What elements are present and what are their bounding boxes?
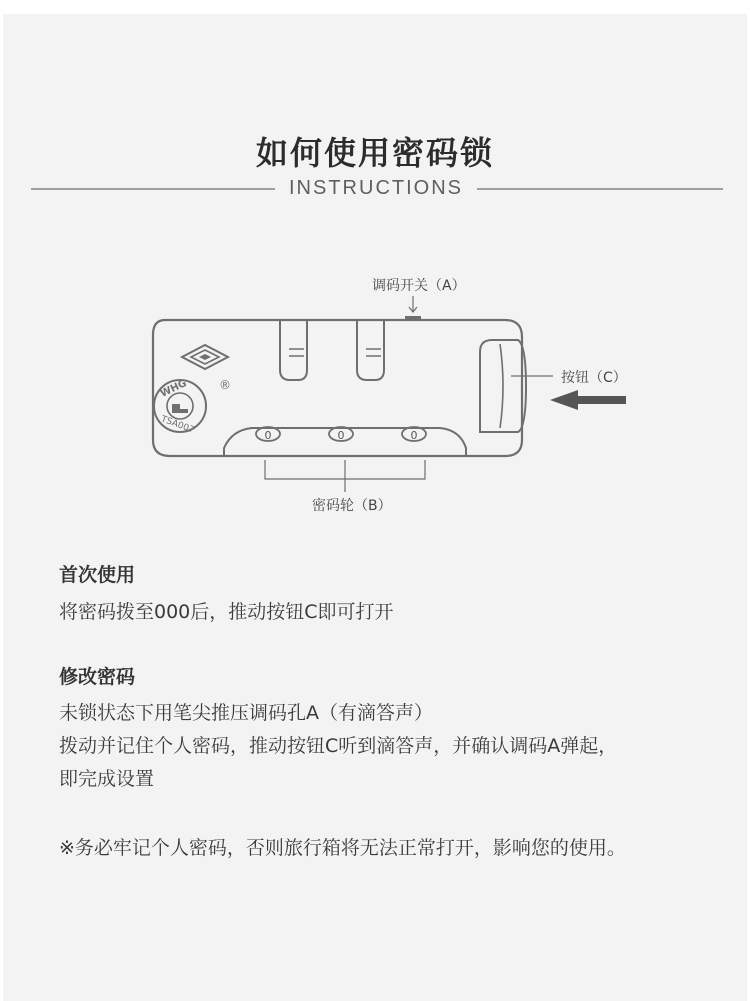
label-button-c: 按钮（C） <box>561 370 627 386</box>
first-use-section <box>59 560 394 624</box>
label-code-wheels-b: 密码轮（B） <box>312 498 392 514</box>
code-wheel-2 <box>329 427 353 442</box>
svg-text:®: ® <box>219 378 231 392</box>
code-wheel-1 <box>256 427 280 442</box>
change-code-section <box>59 662 617 796</box>
slot-left <box>280 320 307 380</box>
code-wheel-3 <box>402 427 426 442</box>
lock-diagram <box>140 268 640 528</box>
wheel-well <box>224 428 466 456</box>
brand-diamond-icon <box>182 345 228 369</box>
divider-right <box>477 188 723 190</box>
svg-text:0: 0 <box>264 429 272 442</box>
change-code-line-1: 未锁状态下用笔尖推压调码孔A（有滴答声） <box>59 702 433 724</box>
svg-text:0: 0 <box>410 429 418 442</box>
change-code-line-3: 即完成设置 <box>59 768 155 790</box>
first-use-line: 将密码拨至000后，推动按钮C即可打开 <box>59 601 394 623</box>
change-code-line-2: 拨动并记住个人密码，推动按钮C听到滴答声，并确认调码A弹起， <box>59 735 618 757</box>
svg-text:WHG: WHG <box>158 378 189 400</box>
wheel-bracket <box>265 460 425 492</box>
arrow-down-icon <box>409 296 417 312</box>
label-reset-switch-a: 调码开关（A） <box>372 278 466 294</box>
divider-left <box>31 188 275 190</box>
tsa-seal-icon <box>154 378 206 436</box>
svg-text:0: 0 <box>337 429 345 442</box>
first-use-title: 首次使用 <box>59 564 136 586</box>
reset-pin-a <box>405 316 421 320</box>
page-title: 如何使用密码锁 <box>255 134 494 172</box>
warning-note: ※务必牢记个人密码，否则旅行箱将无法正常打开，影响您的使用。 <box>59 837 626 859</box>
svg-text:TSA007: TSA007 <box>159 414 196 436</box>
push-arrow-icon <box>550 390 626 410</box>
change-code-title: 修改密码 <box>59 666 136 688</box>
slot-right <box>357 320 384 380</box>
page-subtitle: INSTRUCTIONS <box>289 177 463 199</box>
